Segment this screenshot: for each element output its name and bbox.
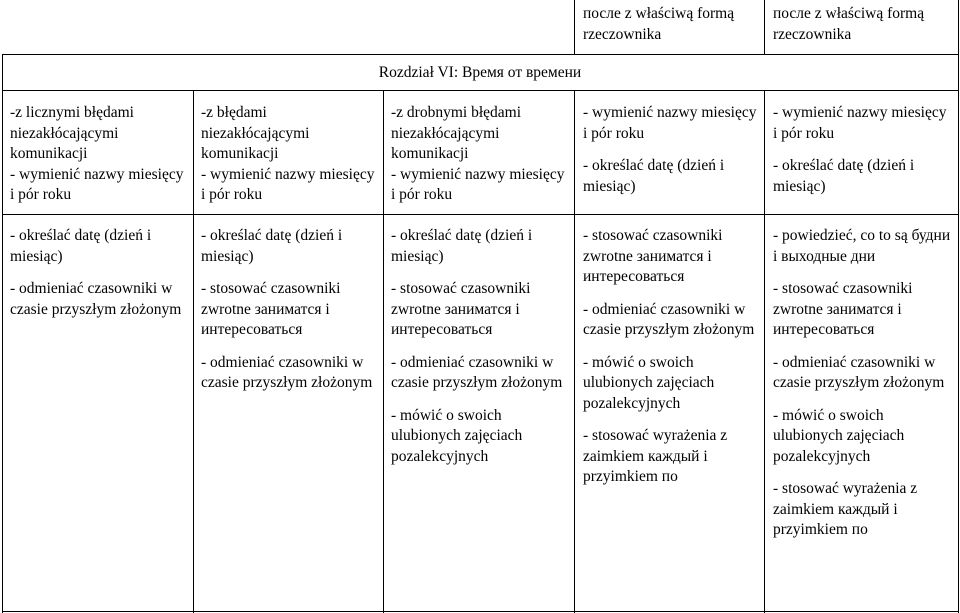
header-cell-level-3 bbox=[391, 103, 568, 206]
chapter-title: Rozdział VI: Время от времени bbox=[378, 64, 582, 81]
header-text: -z drobnymi błędami niezakłócającymi komunikacji bbox=[391, 104, 521, 162]
header-text: -z licznymi błędami niezakłócającymi komunikacji bbox=[10, 104, 134, 162]
header-cell-level-5 bbox=[773, 103, 953, 197]
list-item: - powiedzieć, co to są будни і выходные дни bbox=[773, 227, 951, 265]
header-text: - wymienić nazwy miesięcy i pór roku bbox=[583, 104, 757, 142]
list-item: - stosować czasowniki zwrotne заниматся i интересоваться bbox=[773, 280, 913, 338]
list-item: - odmieniać czasowniki w czasie przyszłym złożonym bbox=[583, 300, 755, 338]
top-cell-text: после z właściwą formą rzeczownika bbox=[773, 5, 925, 43]
header-cell-level-2 bbox=[201, 103, 377, 206]
content-cell-level-4 bbox=[583, 226, 758, 488]
table-border bbox=[574, 0, 575, 54]
list-item: - mówić o swoich ulubionych zajęciach pozalekcyjnych bbox=[773, 406, 905, 465]
header-text: - wymienić nazwy miesięcy i pór roku bbox=[773, 104, 947, 142]
list-item: - stosować wyrażenia z zaimkiem каждый i przyimkiem по bbox=[773, 480, 918, 538]
list-item: - określać datę (dzień i miesiąc) bbox=[10, 227, 152, 265]
list-item: - mówić o swoich ulubionych zajęciach pozalekcyjnych bbox=[583, 353, 715, 412]
content-cell-level-5 bbox=[773, 226, 953, 541]
table-border bbox=[2, 214, 959, 215]
header-text: - wymienić nazwy miesięcy i pór roku bbox=[10, 165, 184, 203]
list-item: - odmieniać czasowniki w czasie przyszłym złożonym bbox=[10, 280, 182, 318]
header-text: - wymienić nazwy miesięcy i pór roku bbox=[201, 165, 375, 203]
top-cell-col4 bbox=[583, 4, 758, 45]
header-text: -z błędami niezakłócającymi komunikacji bbox=[201, 104, 310, 162]
table-border bbox=[764, 90, 765, 613]
list-item: - odmieniać czasowniki w czasie przyszłym złożonym bbox=[201, 353, 373, 391]
top-cell-text: после z właściwą formą rzeczownika bbox=[583, 5, 735, 43]
list-item: - określać datę (dzień i miesiąc) bbox=[201, 227, 343, 265]
list-item: - stosować czasowniki zwrotne заниматся i интересоваться bbox=[583, 227, 723, 285]
content-cell-level-1 bbox=[10, 226, 188, 320]
list-item: - określać datę (dzień i miesiąc) bbox=[391, 227, 533, 265]
list-item: - stosować wyrażenia z zaimkiem каждый i przyimkiem по bbox=[583, 427, 728, 485]
table-border bbox=[574, 90, 575, 613]
table-border bbox=[2, 90, 3, 613]
list-item: - mówić o swoich ulubionych zajęciach pozalekcyjnych bbox=[391, 406, 523, 465]
header-cell-level-4 bbox=[583, 103, 758, 197]
table-border bbox=[193, 90, 194, 613]
top-cell-col5 bbox=[773, 4, 953, 45]
list-item: - stosować czasowniki zwrotne заниматся i интересоваться bbox=[391, 280, 531, 338]
table-border bbox=[2, 611, 959, 612]
list-item: - odmieniać czasowniki w czasie przyszłym złożonym bbox=[773, 353, 945, 391]
table-border bbox=[2, 54, 959, 55]
table-border bbox=[764, 0, 765, 54]
content-cell-level-3 bbox=[391, 226, 568, 467]
table-border bbox=[2, 90, 959, 91]
content-cell-level-2 bbox=[201, 226, 377, 394]
header-text: - określać datę (dzień i miesiąc) bbox=[773, 157, 915, 195]
header-cell-level-1 bbox=[10, 103, 188, 206]
table-border bbox=[383, 90, 384, 613]
header-text: - wymienić nazwy miesięcy i pór roku bbox=[391, 165, 565, 203]
list-item: - odmieniać czasowniki w czasie przyszłym złożonym bbox=[391, 353, 563, 391]
list-item: - stosować czasowniki zwrotne заниматся i интересоваться bbox=[201, 280, 341, 338]
table-border bbox=[958, 0, 959, 613]
header-text: - określać datę (dzień i miesiąc) bbox=[583, 157, 725, 195]
